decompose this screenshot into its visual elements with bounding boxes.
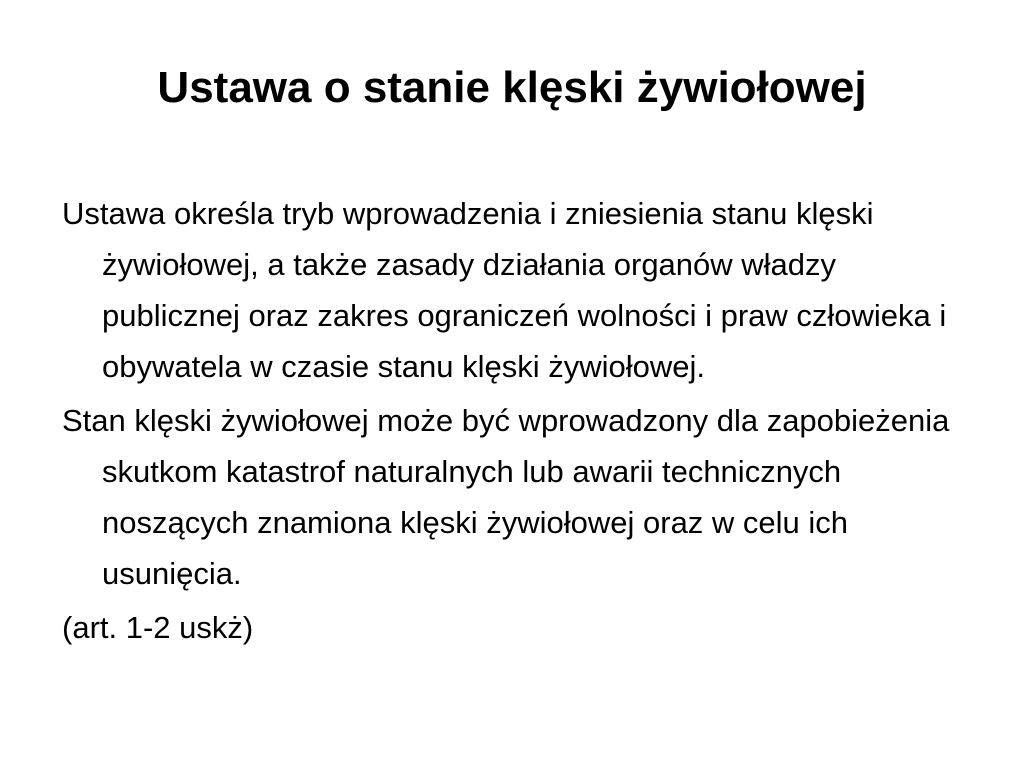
paragraph-purpose: Stan klęski żywiołowej może być wprowadzony dla zapobieżenia skutkom katastrof naturalnych lub awarii technicznych noszących znamiona klęski żywiołowej oraz w celu ich usunięcia. [62, 403, 950, 591]
slide-title: Ustawa o stanie klęski żywiołowej [157, 63, 867, 112]
slide-body [62, 188, 982, 656]
paragraph-scope: Ustawa określa tryb wprowadzenia i zniesienia stanu klęski żywiołowej, a także zasady działania organów władzy publicznej oraz zakres ograniczeń wolności i praw człowieka i obywatela w czasie stanu klęski żywiołowej. [62, 196, 947, 384]
paragraph-citation: (art. 1-2 uskż) [62, 610, 254, 645]
